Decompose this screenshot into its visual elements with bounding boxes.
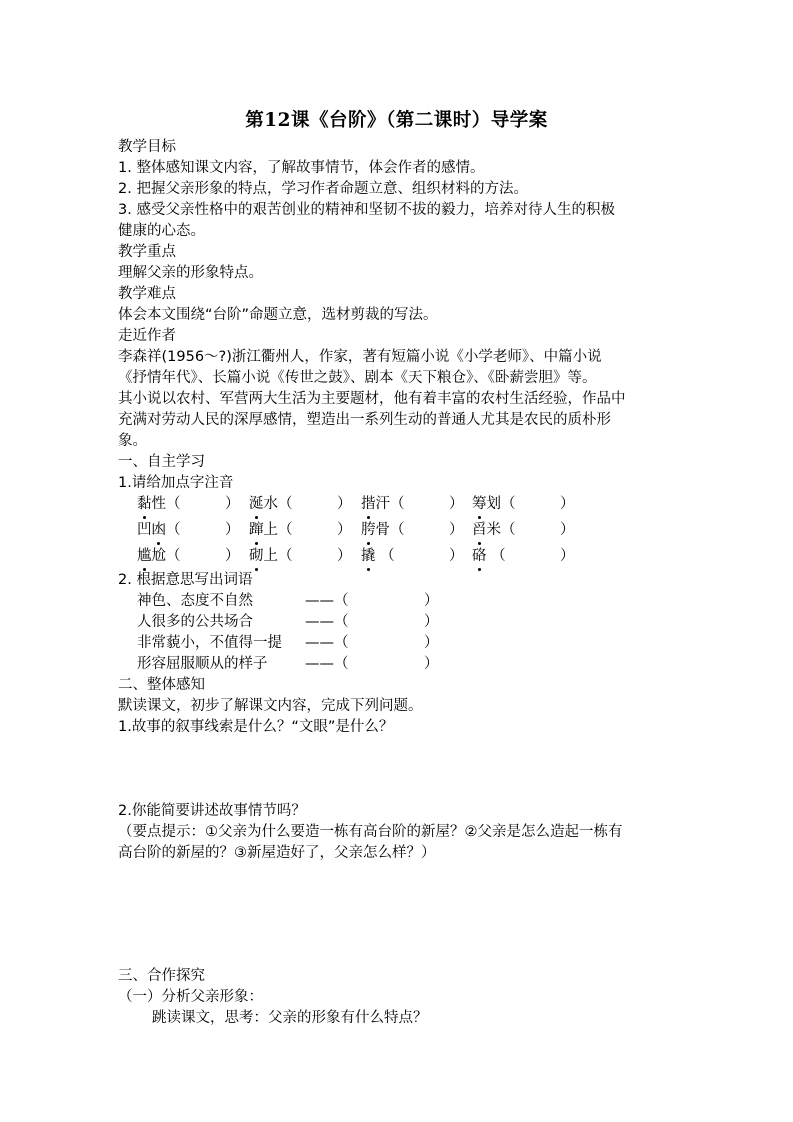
section2-intro: 默读课文，初步了解课文内容，完成下列问题。 [118, 698, 423, 714]
word-meaning: 神色、态度不自然 [137, 593, 253, 609]
pinyin-item: 撬 （ [361, 548, 395, 564]
section1-heading: 一、自主学习 [118, 454, 205, 470]
dotted-char: 舀 [472, 522, 487, 538]
pinyin-close: ） [560, 496, 575, 512]
pinyin-close: ） [337, 496, 352, 512]
question-1: 1.故事的叙事线索是什么？“文眼”是什么？ [118, 719, 394, 735]
word-meaning: 非常藐小，不值得一提 [137, 635, 282, 651]
goal-line-1: 1. 整体感知课文内容，了解故事情节，体会作者的感情。 [118, 160, 485, 176]
word-close: ） [424, 635, 439, 651]
dotted-char: 胯 [361, 522, 376, 538]
pinyin-close: ） [560, 548, 575, 564]
dotted-char: 黏 [137, 496, 152, 512]
author-line-2: 《抒情年代》、长篇小说《传世之鼓》、剧本《天下粮仓》、《卧薪尝胆》等。 [118, 370, 597, 386]
pinyin-item: 筹划（ [472, 496, 516, 512]
word-meaning: 形容屈服顺从的样子 [137, 656, 268, 672]
word-dash: ——（ [305, 593, 349, 609]
dotted-char: 尴 [137, 548, 152, 564]
pinyin-item: 砌上（ [249, 548, 293, 564]
pinyin-item: 黏性（ [137, 496, 181, 512]
pinyin-item: 舀米（ [472, 522, 516, 538]
dotted-char: 砌 [249, 548, 264, 564]
dotted-char: 撬 [361, 548, 376, 564]
word-dash: ——（ [305, 635, 349, 651]
dotted-char: 涎 [249, 496, 264, 512]
pinyin-close: ） [337, 522, 352, 538]
sub1-heading: （一）分析父亲形象： [118, 989, 263, 1005]
goal-line-2: 2. 把握父亲形象的特点，学习作者命题立意、组织材料的方法。 [118, 181, 528, 197]
dotted-char: 揩 [361, 496, 376, 512]
section2-heading: 二、整体感知 [118, 677, 205, 693]
pinyin-close: ） [337, 548, 352, 564]
word-dash: ——（ [305, 656, 349, 672]
pinyin-close: ） [449, 548, 464, 564]
pinyin-item: 尴尬（ [137, 548, 181, 564]
word-close: ） [424, 656, 439, 672]
word-dash: ——（ [305, 614, 349, 630]
goal-line-3: 3. 感受父亲性格中的艰苦创业的精神和坚韧不拔的毅力，培养对待人生的积极 [118, 202, 615, 218]
pinyin-close: ） [225, 496, 240, 512]
page-title: 第12课《台阶》（第二课时）导学案 [245, 110, 548, 131]
difficult-text: 体会本文围绕“台阶”命题立意，选材剪裁的写法。 [118, 307, 438, 323]
author-line-5: 象。 [118, 433, 147, 449]
difficult-heading: 教学难点 [118, 286, 176, 302]
pinyin-item: 揩汗（ [361, 496, 405, 512]
author-line-3: 其小说以农村、军营两大生活为主要题材，他有着丰富的农村生活经验，作品中 [118, 391, 626, 407]
pinyin-item: 硌 （ [472, 548, 506, 564]
key-text: 理解父亲的形象特点。 [118, 265, 263, 281]
pinyin-heading: 1.请给加点字注音 [118, 475, 234, 491]
author-line-1: 李森祥(1956～?)浙江衢州人，作家，著有短篇小说《小学老师》、中篇小说 [118, 349, 602, 365]
author-heading: 走近作者 [118, 328, 176, 344]
author-line-4: 充满对劳动人民的深厚感情，塑造出一系列生动的普通人尤其是农民的质朴形 [118, 412, 611, 428]
dotted-char: 筹 [472, 496, 487, 512]
dotted-char: 蹿 [249, 522, 264, 538]
words-heading: 2. 根据意思写出词语 [118, 572, 253, 588]
goal-line-4: 健康的心态。 [118, 223, 205, 239]
q2-hint-line-2: 高台阶的新屋的？③新屋造好了，父亲怎么样？） [118, 845, 436, 861]
pinyin-close: ） [449, 522, 464, 538]
word-meaning: 人很多的公共场合 [137, 614, 253, 630]
pinyin-item: 蹿上（ [249, 522, 293, 538]
dotted-char: 凼 [151, 522, 166, 538]
dotted-char: 硌 [472, 548, 487, 564]
pinyin-close: ） [225, 548, 240, 564]
pinyin-close: ） [449, 496, 464, 512]
pinyin-item: 涎水（ [249, 496, 293, 512]
word-close: ） [424, 614, 439, 630]
pinyin-item: 凹凼（ [137, 522, 181, 538]
key-heading: 教学重点 [118, 244, 176, 260]
pinyin-close: ） [560, 522, 575, 538]
goals-heading: 教学目标 [118, 139, 176, 155]
question-2: 2.你能简要讲述故事情节吗？ [118, 803, 306, 819]
section3-heading: 三、合作探究 [118, 968, 205, 984]
sub1-text: 跳读课文，思考：父亲的形象有什么特点？ [152, 1010, 428, 1026]
pinyin-item: 胯骨（ [361, 522, 405, 538]
word-close: ） [424, 593, 439, 609]
q2-hint-line-1: （要点提示：①父亲为什么要造一栋有高台阶的新屋？②父亲是怎么造起一栋有 [118, 824, 623, 840]
pinyin-close: ） [225, 522, 240, 538]
